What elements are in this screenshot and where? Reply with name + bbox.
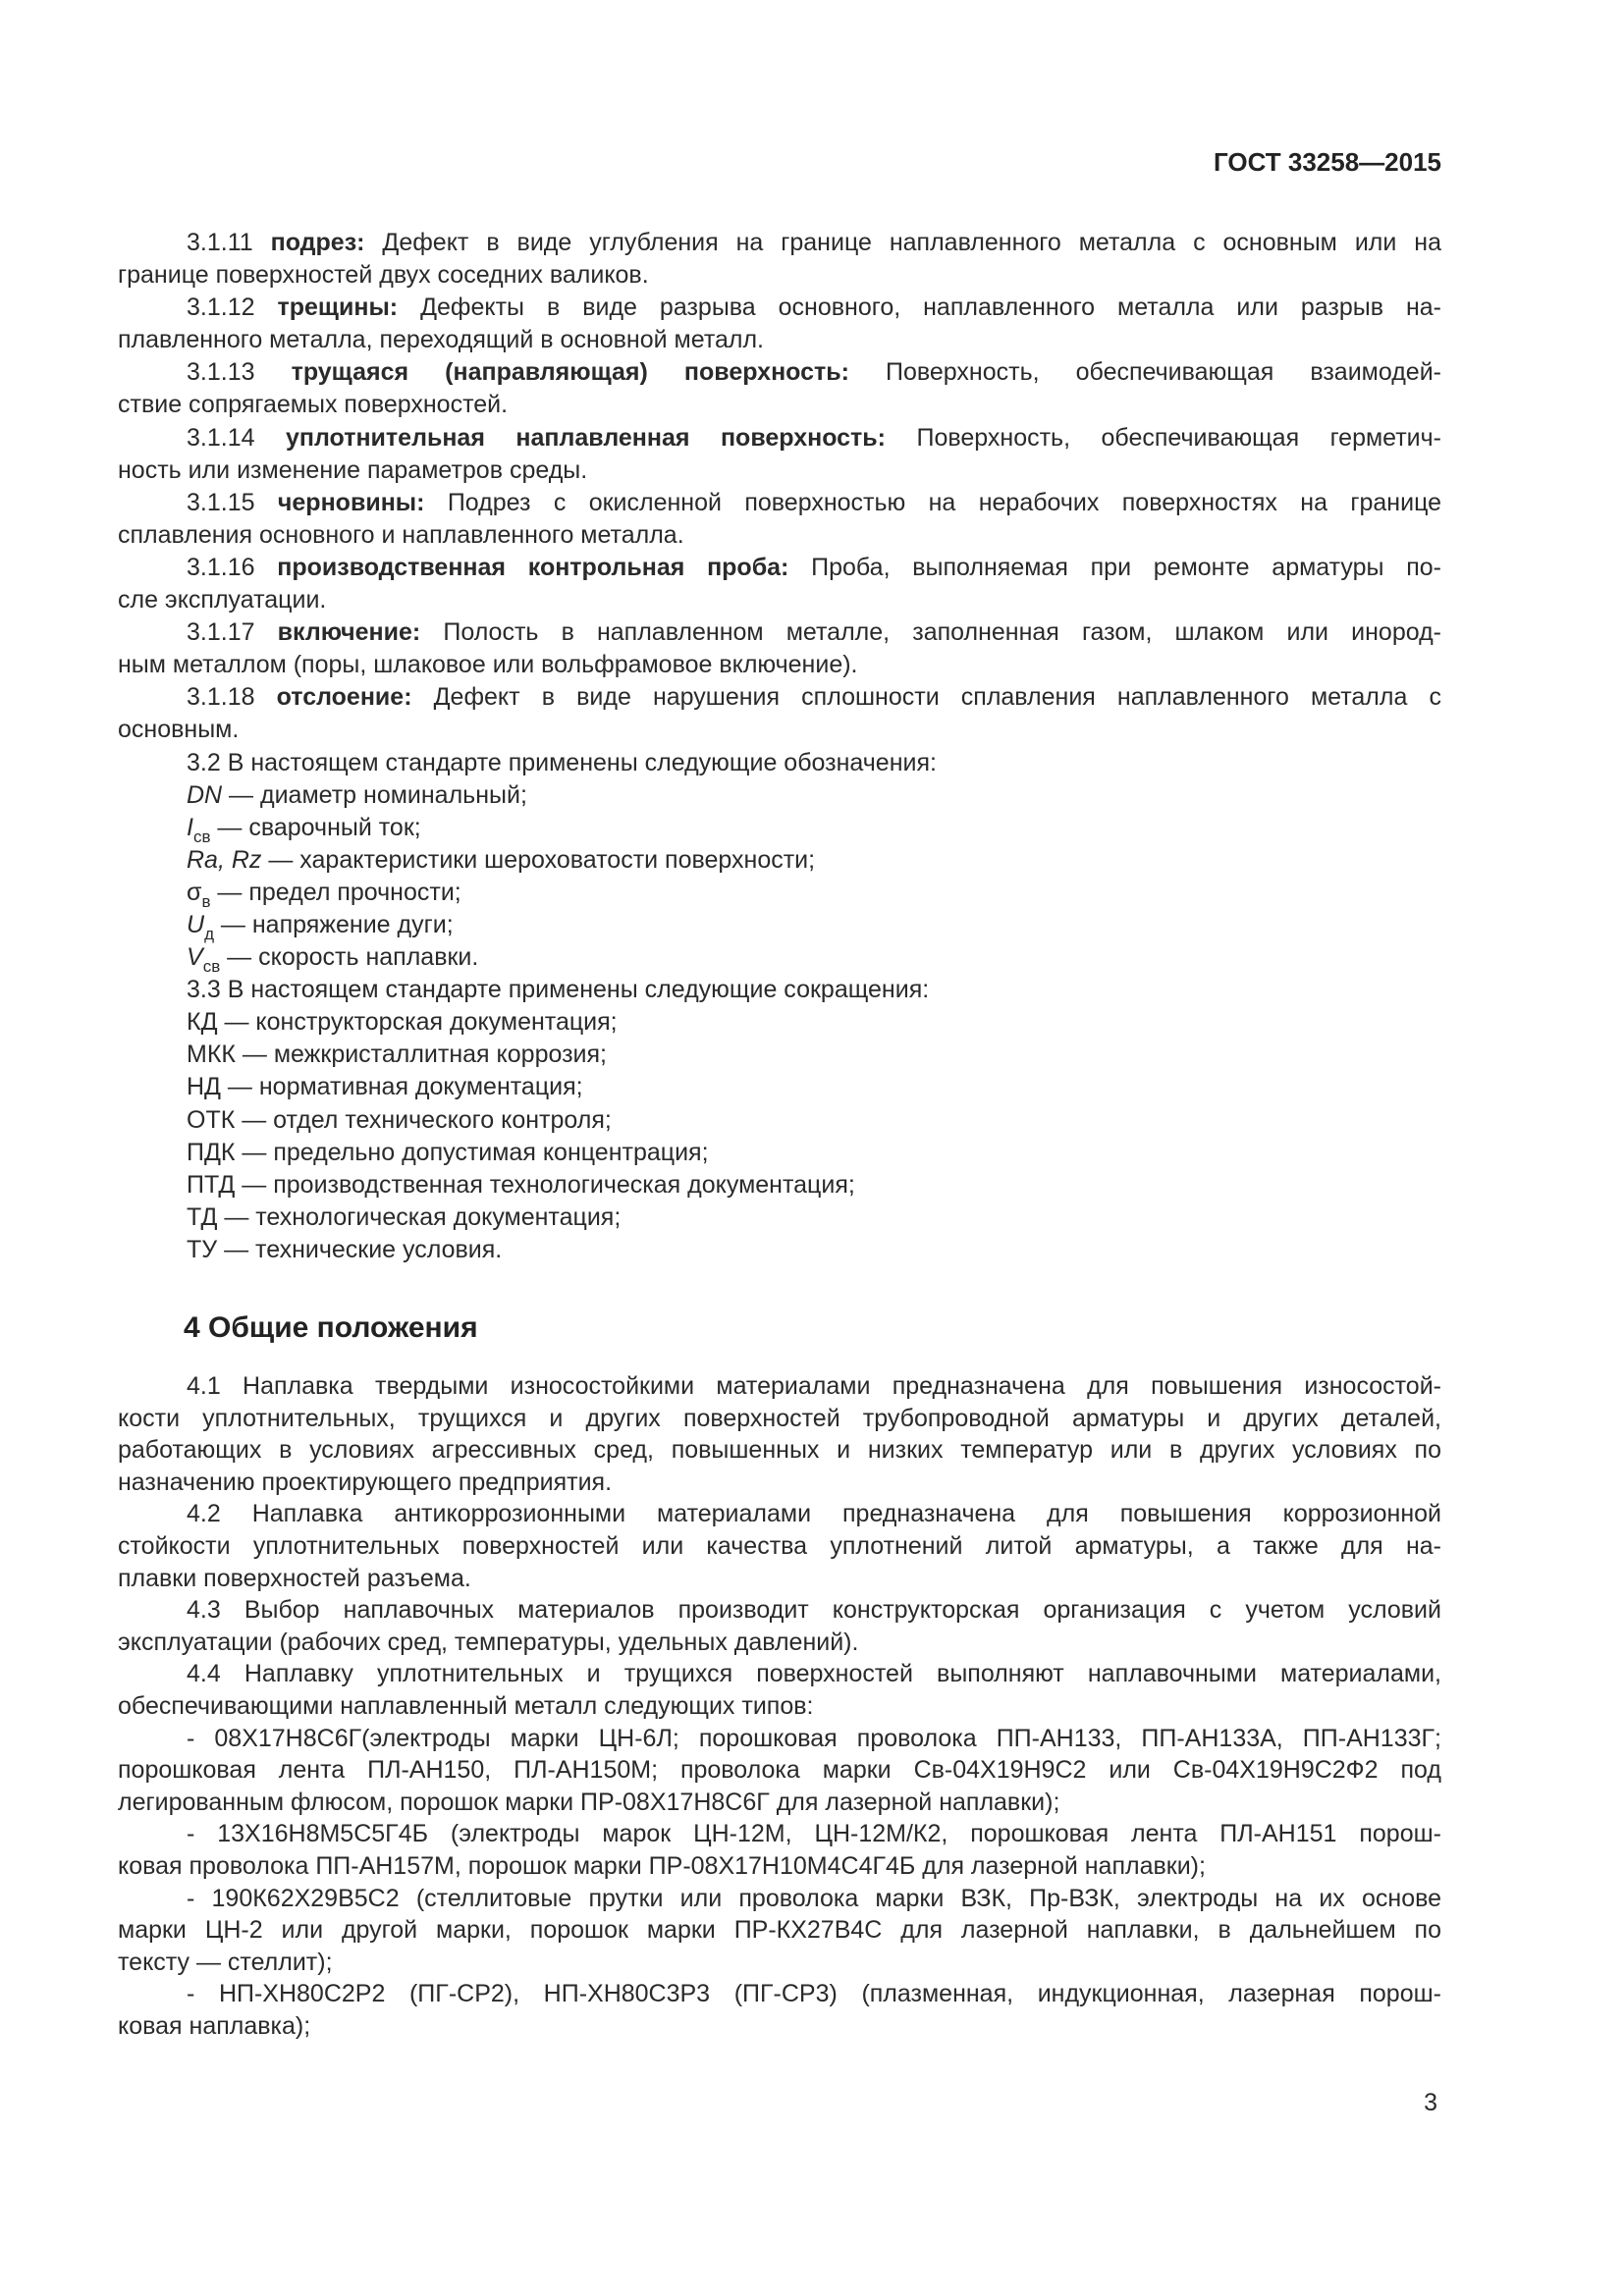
text-segment: 3.1.16 [187, 553, 278, 581]
text-line [118, 454, 1441, 487]
text-segment: 3.1.17 [187, 618, 278, 647]
term-label: трещины: [277, 294, 399, 322]
text-segment: - НП-ХН80С2Р2 (ПГ-СР2), НП-ХН80С3Р3 (ПГ-СР3) (плазменная, индукционная, лазерная порош- [187, 1980, 1441, 2008]
text-segment: ОТК — отдел технического контроля; [187, 1105, 612, 1134]
text-segment: - 190К62Х29В5С2 (стеллитовые прутки или проволока марки ВЗК, Пр-ВЗК, электроды на их основе [187, 1884, 1441, 1912]
text-segment: 3.2 В настоящем стандарте применены следующие обозначения: [187, 748, 937, 776]
text-line [118, 487, 1441, 519]
symbol: DN [187, 780, 223, 809]
text-line [118, 1594, 1441, 1627]
symbol: U [187, 910, 205, 938]
subscript: св [192, 827, 211, 846]
text-line [118, 1169, 1441, 1201]
text-line [118, 1690, 1441, 1723]
term-label: производственная контрольная проба: [277, 553, 789, 581]
text-segment: Поверхность, обеспечивающая герметич- [886, 423, 1441, 452]
term-label: включение: [277, 618, 421, 647]
text-line [118, 1403, 1441, 1435]
text-line [118, 844, 1441, 877]
text-line [118, 1201, 1441, 1234]
text-line [118, 649, 1441, 681]
text-segment: ным металлом (поры, шлаковое или вольфрамовое включение). [118, 651, 858, 679]
text-segment: 3.1.18 [187, 683, 277, 712]
text-line [118, 1071, 1441, 1103]
text-line [118, 584, 1441, 616]
text-line [118, 292, 1441, 324]
text-line [118, 941, 1441, 977]
text-segment: — диаметр номинальный; [222, 780, 527, 809]
text-line [118, 552, 1441, 584]
text-line [118, 909, 1441, 941]
terms-and-abbreviations-block [118, 227, 1441, 1266]
text-segment: работающих в условиях агрессивных сред, повышенных и низких температур или в других условиях по [118, 1436, 1441, 1465]
text-segment: границе поверхностей двух соседних валиков. [118, 261, 649, 290]
text-segment: ствие сопрягаемых поверхностей. [118, 391, 509, 419]
text-line [118, 1818, 1441, 1850]
text-segment: 3.1.15 [187, 488, 278, 516]
text-line [118, 2010, 1441, 2043]
text-segment: ТУ — технические условия. [187, 1235, 503, 1263]
text-line [118, 1498, 1441, 1530]
text-segment: порошковая лента ПЛ-АН150, ПЛ-АН150М; проволока марки Св-04Х19Н9С2 или Св-04Х19Н9С2Ф2 под [118, 1756, 1441, 1785]
text-segment: Проба, выполняемая при ремонте арматуры по- [788, 553, 1441, 581]
text-line [118, 974, 1441, 1006]
text-segment: 4.4 Наплавку уплотнительных и трущихся поверхностей выполняют наплавочными материалами, [187, 1660, 1441, 1688]
text-line [118, 1723, 1441, 1755]
text-segment: КД — конструкторская документация; [187, 1008, 618, 1037]
text-line [118, 422, 1441, 454]
text-line [118, 1104, 1441, 1137]
text-segment: Поверхность, обеспечивающая взаимодей- [848, 358, 1441, 387]
text-line [118, 1137, 1441, 1169]
text-line [118, 1039, 1441, 1071]
text-line [118, 1978, 1441, 2010]
text-segment: — характеристики шероховатости поверхности; [261, 845, 816, 874]
text-line [118, 714, 1441, 746]
text-segment: - 08Х17Н8С6Г(электроды марки ЦН-6Л; порошковая проволока ПП-АН133, ПП-АН133А, ПП-АН133Г; [187, 1724, 1441, 1752]
text-segment: ковая проволока ПП-АН157М, порошок марки ПР-08Х17Н10М4С4Г4Б для лазерной наплавки); [118, 1851, 1206, 1880]
term-label: трущаяся (направляющая) поверхность: [291, 358, 849, 387]
text-line [118, 324, 1441, 356]
text-segment: обеспечивающими наплавленный металл следующих типов: [118, 1691, 814, 1720]
text-line [118, 1754, 1441, 1787]
text-segment: ПДК — предельно допустимая концентрация; [187, 1138, 709, 1166]
subscript: д [204, 924, 214, 943]
text-line [118, 1627, 1441, 1659]
symbol: I [187, 813, 193, 841]
text-line [118, 1914, 1441, 1947]
text-segment: — напряжение дуги; [213, 910, 454, 938]
text-line [118, 1658, 1441, 1690]
term-label: уплотнительная наплавленная поверхность: [286, 423, 886, 452]
text-line [118, 681, 1441, 714]
text-segment: тексту — стеллит); [118, 1948, 333, 1976]
term-label: отслоение: [276, 683, 412, 712]
text-line [118, 519, 1441, 552]
text-segment: сле эксплуатации. [118, 586, 327, 614]
text-line [118, 1883, 1441, 1915]
section-heading: 4 Общие положения [184, 1311, 478, 1344]
text-segment: легированным флюсом, порошок марки ПР-08Х17Н8С6Г для лазерной наплавки); [118, 1788, 1060, 1816]
text-segment: — предел прочности; [210, 878, 461, 906]
text-segment: — сварочный ток; [210, 813, 421, 841]
text-line [118, 259, 1441, 292]
text-segment: Дефект в виде нарушения сплошности сплавления наплавленного металла с [411, 683, 1441, 712]
symbol: V [187, 943, 203, 972]
symbol: Ra, Rz [187, 845, 262, 874]
text-segment: Полость в наплавленном металле, заполненная газом, шлаком или инород- [420, 618, 1441, 647]
text-segment: 3.1.12 [187, 294, 278, 322]
text-line [118, 1787, 1441, 1819]
text-segment: 4.1 Наплавка твердыми износостойкими материалами предназначена для повышения износостой- [187, 1372, 1441, 1400]
text-segment: 3.3 В настоящем стандарте применены следующие сокращения: [187, 976, 930, 1004]
document-header-id: ГОСТ 33258—2015 [1214, 147, 1441, 177]
text-line [118, 356, 1441, 389]
subscript: св [202, 957, 221, 977]
text-segment: плавленного металла, переходящий в основной металл. [118, 326, 765, 354]
text-line [118, 1563, 1441, 1595]
text-segment: 3.1.13 [187, 358, 292, 387]
text-segment: 3.1.14 [187, 423, 286, 452]
text-segment: НД — нормативная документация; [187, 1073, 583, 1101]
text-line [118, 1467, 1441, 1499]
text-segment: ность или изменение параметров среды. [118, 455, 588, 484]
text-segment: ТД — технологическая документация; [187, 1202, 622, 1231]
text-line [118, 1530, 1441, 1563]
text-segment: сплавления основного и наплавленного металла. [118, 520, 684, 549]
text-segment: ПТД — производственная технологическая документация; [187, 1170, 855, 1199]
text-line [118, 616, 1441, 649]
text-line [118, 747, 1441, 779]
text-segment: Дефекты в виде разрыва основного, наплавленного металла или разрыв на- [398, 294, 1441, 322]
text-line [118, 1434, 1441, 1467]
text-segment: плавки поверхностей разъема. [118, 1564, 471, 1592]
text-line [118, 1947, 1441, 1979]
page-number: 3 [1424, 2089, 1437, 2116]
text-segment: 4.3 Выбор наплавочных материалов производит конструкторская организация с учетом условий [187, 1596, 1441, 1625]
text-line [118, 1234, 1441, 1266]
text-segment: Дефект в виде углубления на границе наплавленного металла с основным или на [364, 229, 1441, 256]
text-line [118, 877, 1441, 909]
text-segment: ковая наплавка); [118, 2011, 311, 2040]
term-label: подрез: [270, 229, 365, 256]
text-line [118, 1370, 1441, 1403]
text-segment: МКК — межкристаллитная коррозия; [187, 1041, 608, 1069]
text-line [118, 812, 1441, 844]
text-segment: кости уплотнительных, трущихся и других поверхностей трубопроводной арматуры и других деталей, [118, 1404, 1441, 1432]
text-line [118, 779, 1441, 812]
text-segment: Подрез с окисленной поверхностью на нерабочих поверхностях на границе [424, 488, 1442, 516]
general-provisions-block [118, 1370, 1441, 2042]
term-label: черновины: [277, 488, 425, 516]
text-segment: марки ЦН-2 или другой марки, порошок марки ПР-КХ27В4С для лазерной наплавки, в дальнейшем по [118, 1916, 1441, 1945]
text-line [118, 227, 1441, 259]
text-segment: эксплуатации (рабочих сред, температуры, удельных давлений). [118, 1628, 859, 1656]
text-line [118, 1850, 1441, 1883]
text-segment: - 13Х16Н8М5С5Г4Б (электроды марок ЦН-12М, ЦН-12М/К2, порошковая лента ПЛ-АН151 порош- [187, 1820, 1441, 1848]
text-segment: назначению проектирующего предприятия. [118, 1468, 613, 1496]
text-line [118, 389, 1441, 421]
text-line [118, 1006, 1441, 1039]
text-segment: 3.1.11 [187, 229, 271, 256]
text-segment: 4.2 Наплавка антикоррозионными материалами предназначена для повышения коррозионной [187, 1500, 1441, 1528]
subscript: в [201, 891, 211, 911]
text-segment: основным. [118, 716, 240, 744]
text-segment: — скорость наплавки. [220, 943, 479, 972]
text-segment: стойкости уплотнительных поверхностей или качества уплотнений литой арматуры, а также для на- [118, 1531, 1441, 1560]
text-segment: σ [187, 878, 202, 906]
